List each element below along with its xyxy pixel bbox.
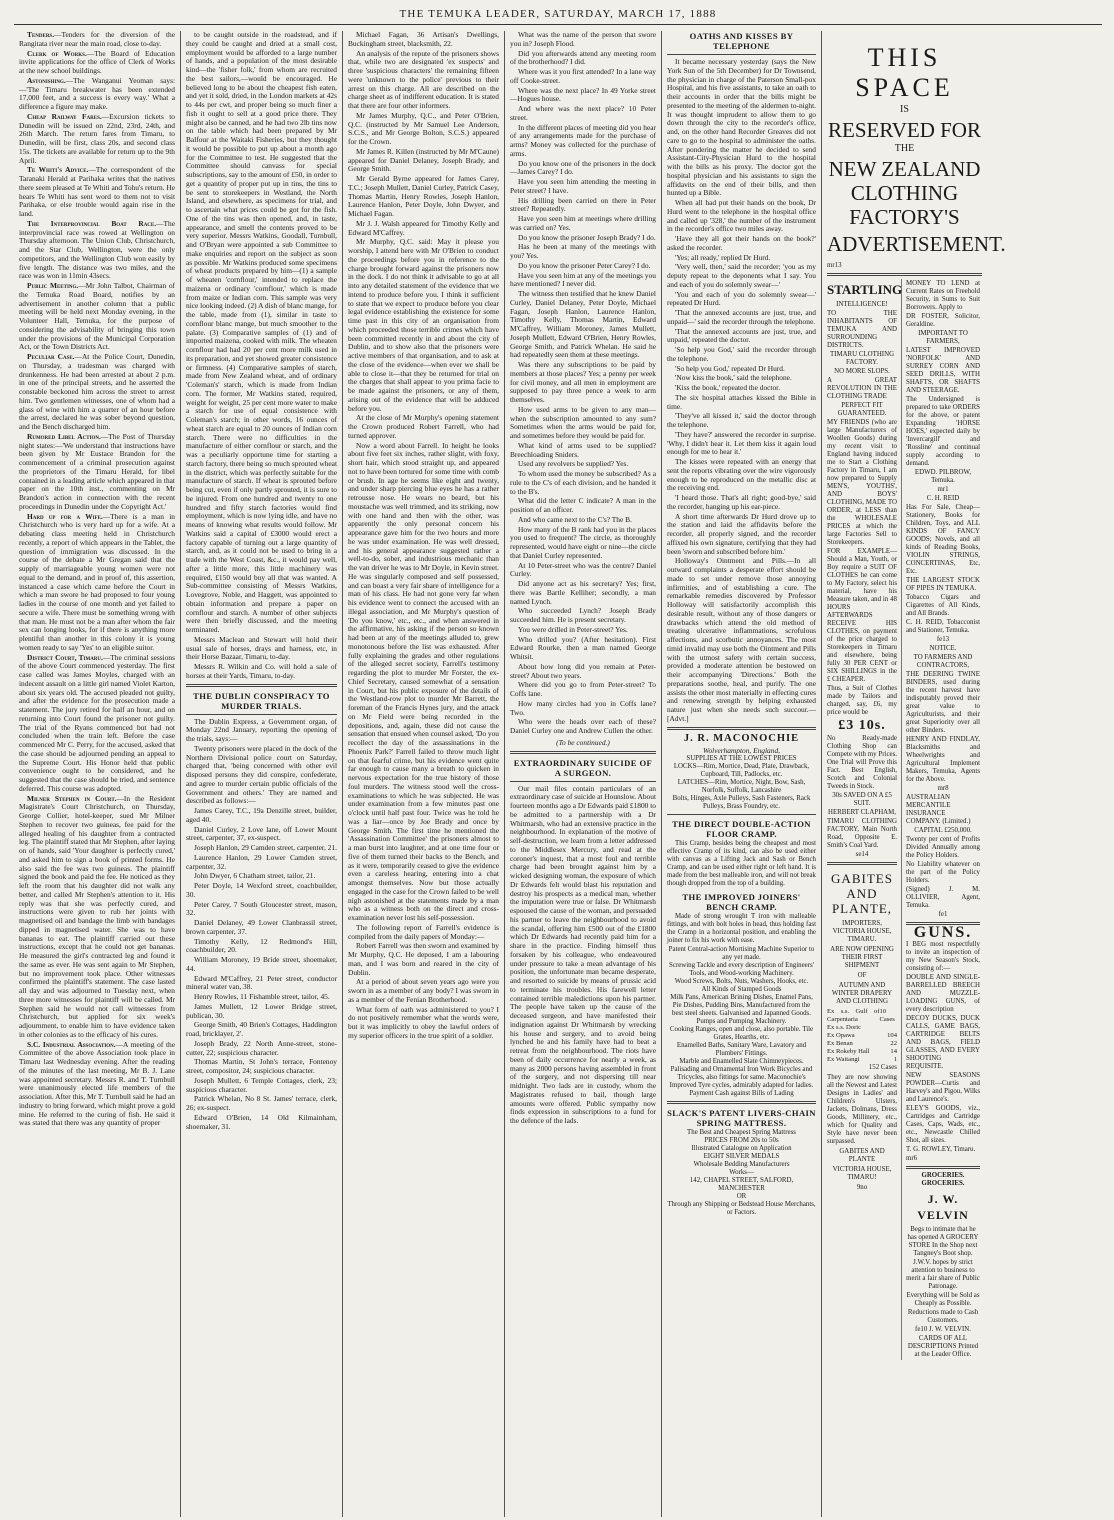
evidence-paragraph: Where was the next place? In 49 Yorke street—Hogues house. <box>510 85 656 104</box>
reserved-space-company: NEW ZEALAND CLOTHING FACTORY'S <box>828 156 981 229</box>
maconochie-item: All Kinds of Stamped Goods <box>701 986 782 994</box>
small-advert-line: HENRY AND FINDLAY, Blacksmiths and Wheelwrights and Agricultural Implement Makers, Temuka, Agents for the Above. <box>906 735 980 783</box>
guns-line: mr6 <box>906 1154 918 1162</box>
paragraph-text: —The correspondent of the Taranaki Herald at Parihaka writes that the natives there seem pleased at Te Whiti and Tohu's return. He hears Te Whiti has sent word to them not to visit Parihaka, or else trouble would again rise in the land. <box>19 165 175 218</box>
gabites-footer: They are now showing all the Newest and Latest Designs in Ladies' and Children's Ulsters, Jackets, Dolmans, Dress Goods, Millinery, etc., which for Quality and Style have never been surpassed. <box>827 1073 897 1145</box>
shipment-row <box>827 1032 897 1040</box>
reserved-space-title: THIS SPACE <box>855 43 954 102</box>
holloway-advert: Holloway's Ointment and Pills.—In all outward complaints a desperate effort should be made to set under remove those annoying infirmities, and of establishing a cure. The remarkable remedies discovered by Professor Holloway will satisfactorily accomplish this desirable result, without any of those dangers or drawbacks which attend the old method of treating ulcerative inflammations, scrofulous affections, and scorbutic annoyances. The most timid invalid may use both the Ointment and Pills with the utmost safety with certain success, provided a moderate attention be bestowed on their accompanying 'Directions.' Both the preparations soothe, heal, and purify. The one assists the other most materially in effecting cures and renewing strength by helping exhausted nature just when she needs such succour.—[Advt.] <box>667 556 816 723</box>
shipment-count: 104 <box>887 1031 897 1039</box>
shipment-ship: Ex s.s. Doric <box>827 1023 862 1031</box>
small-advert-line: CAPITAL £250,000. <box>914 826 972 834</box>
slack-line: PRICES FROM 20s to 50s <box>704 1137 779 1145</box>
to-be-continued: (To be continued.) <box>556 737 610 747</box>
guns-line: T. G. ROWLEY, Timaru. <box>906 1145 976 1153</box>
maconochie-item: Palisading and Ornamental Iron Work Bicycles and Tricycles, also fittings for same. Maconochie's Improved Tyre cycles, admirably adapted for ladies. <box>669 1066 814 1090</box>
small-advert-line: mr1 <box>937 485 949 493</box>
divider <box>186 684 337 687</box>
evidence-paragraph: About how long did you remain at Peter-street? About two years. <box>510 661 656 680</box>
evidence-paragraph: Do you know the prisoner Joseph Brady? I do. <box>518 232 656 242</box>
news-paragraph <box>19 654 175 794</box>
groceries-heading: GROCERIES. GROCERIES. <box>921 1171 965 1187</box>
dublin-paragraph: Henry Rowles, 11 Fishamble street, tailor, 45. <box>194 992 330 1001</box>
guns-line: I BEG most respectfully to invite an inspection of my New Season's Stock, consisting of:— <box>906 940 980 972</box>
news-paragraph <box>19 282 175 352</box>
divider <box>667 54 816 55</box>
velvin-line: CARDS OF ALL DESCRIPTIONS Printed at the Leader Office. <box>907 1334 979 1358</box>
paragraph-text: —A meeting of the Committee of the above Association took place in Timaru last Wednesday evening. After the reading of the minutes of the last meeting, Mr B. J. Lane was appointed secretary. Messrs R. and T. Turnbull were unanimously elected life members of the association. After this, Mr T. Turnbull said he had an industry to bring forward, which might prove a gold mine. He referred to the curing of fish. He said it was stated that there was any quantity of proper <box>19 1039 175 1128</box>
column-2 <box>181 31 343 1517</box>
paragraph-text: —The criminal sessions of the above Court commenced yesterday. The first case called was James Moyles, charged with an indecent assault on a little girl named Violet Karton, about six years old. The accused pleaded not guilty, and after the evidence for the prosecution made a statement. The jury retired for half an hour, and on returning into Court found the prisoner not guilty. The trial of the Ryans commenced but had not concluded when the train left. Before the case commenced Mr C. Perry, for the accused, asked that the case should be adjourned pending an appeal to the Supreme Court. His Honor held that public convenience ought to be considered, and he suggested that the case should be tried, and sentence deferred. This course was adopted. <box>19 652 175 793</box>
clothing-factory-line: se14 <box>855 850 869 858</box>
oath-paragraph: 'Now kiss the book,' said the telephone. <box>675 373 792 383</box>
oath-paragraph: 'So help you God,' said the recorder through the telephone. <box>667 345 816 363</box>
evidence-paragraph: Where did you go to from Peter-street? To Coffs lane. <box>510 680 656 698</box>
oath-paragraph: 'Very well, then,' said the recorder; 'you as my deputy repeat to the deponents what I say. You and each of you do solemnly swear—' <box>667 262 816 289</box>
gabites-footer: 9no <box>856 1183 868 1191</box>
small-adverts <box>902 279 980 1360</box>
reserved-space-for: RESERVED FOR <box>828 117 981 142</box>
paragraph-text: —Excursion tickets to Dunedin will be issued on 22nd, 23rd, 24th, and 26th March. The return fares from Timaru, to Dunedin, will be first, class 20s, and second class 15s. The tickets are available for return up to the 9th April. <box>19 111 175 165</box>
news-paragraph <box>19 1041 175 1129</box>
evidence-paragraph: Who succeeded Lynch? Joseph Brady succeeded him. He is present secretary. <box>510 606 656 624</box>
velvin-line: Reductions made to Cash Customers. <box>907 1308 979 1324</box>
gabites-footer: VICTORIA HOUSE, TIMARU! <box>832 1165 892 1181</box>
divider <box>667 1101 816 1104</box>
dublin-paragraph: Joseph Brady, 22 North Anne-street, stone-cutter, 22; suspicious character. <box>186 1038 337 1057</box>
shipment-ship: Ex s.s. Gulf of Carpentaria <box>827 1007 880 1023</box>
small-advert-line: THE LARGEST STOCK OF PIPES IN TEMUKA. <box>906 576 980 592</box>
paragraph-head: Hard up for a Wife. <box>27 511 103 521</box>
trial-paragraph: Robert Farrell was then sworn and examined by Mr Murphy, Q.C. He deposed, I am a labouring man, and I was born and reared in the city of Dublin. <box>348 941 499 977</box>
small-adverts-list <box>906 280 980 1359</box>
guns-heading: GUNS. <box>913 923 973 941</box>
evidence-paragraph: Did anyone act as his secretary? Yes; first, there was Bartle Kelliher; secondly, a man named Lynch. <box>510 579 656 606</box>
maconochie-item: Payment Cash against Bills of Lading <box>689 1090 794 1098</box>
divider <box>906 1166 980 1169</box>
shipment-row <box>827 1008 897 1024</box>
evidence-paragraph: Used any revolvers be supplied? Yes. <box>518 459 629 469</box>
paragraph-head: The Interprovincial Boat Race. <box>27 218 157 228</box>
small-advert-line: No Liability whatever on the part of the Policy Holders. <box>906 860 980 884</box>
maconochie-item: Milk Pans, American Brining Dishes, Enamel Pans, Pie Dishes, Pudding Bins, Manufactured from the best steel sheets. Galvanised and Japanned Goods. <box>670 994 813 1018</box>
small-advert-line: fe13 <box>936 635 950 643</box>
suicide-heading: EXTRAORDINARY SUICIDE OF A SURGEON. <box>513 757 653 778</box>
slack-heading: SLACK'S PATENT LIVERS-CHAIN SPRING MATTRESS. <box>667 1108 816 1129</box>
evidence-paragraph: His drilling been carried on there in Peter street? Repeatedly. <box>510 195 656 214</box>
evidence-paragraph: Who drilled you? (After hesitation). First Edward Rourke, then a man named George Whitsit. <box>510 634 656 661</box>
paragraph-text: —The Board of Education invite applications for the office of Clerk of Works at the new school buildings. <box>19 48 175 75</box>
intelligence-heading: INTELLIGENCE! <box>836 300 888 308</box>
small-advert-line: Twenty per cent of Profits Divided Annually among the Policy Holders. <box>906 835 980 859</box>
small-advert-line: mr8 <box>937 784 949 792</box>
slack-line: Wholesale Bedding Manufacturers <box>693 1161 790 1169</box>
slack-line: Through any Shipping or Bedstead House Merchants, or Factors. <box>667 1201 816 1217</box>
trial-paragraph: At the close of Mr Murphy's opening statement the Crown produced Robert Farrell, who had turned approver. <box>348 413 499 440</box>
reserved-space-is: IS <box>900 104 909 115</box>
dublin-paragraph: James Carey, T.C., 19a Denzille street, builder, aged 40. <box>186 806 337 824</box>
velvin-line: Everything will be Sold as Cheaply as Possible. <box>906 1291 980 1307</box>
clothing-factory-line: MY FRIENDS (who are large Manufacturers of Woollen Goods) during my recent visit to England having induced me to Start a Clothing Factory in Timaru, I am now prepared to Supply MEN'S, YOUTHS', AND BOYS' CLOTHING, MADE TO ORDER, at LESS than the WHOLESALE PRICES at which the large Factories Sell to Storekeepers. <box>827 418 897 546</box>
bench-cramp-text: Made of strong wrought T iron with malleable fittings, and with bolt holes in head, thus holding fast the Cramp in a horizontal position, and enabling the joiner to fix his work with ease. <box>667 913 816 945</box>
small-advert-line: Tobacco Cigars and Cigarettes of All Kinds, and All Brands. <box>906 593 980 617</box>
oath-paragraph: 'I heard those. That's all right; good-bye,' said the recorder, hanging up his ear-piece. <box>667 493 816 511</box>
guns-line: DOUBLE AND SINGLE-BARRELLED BREECH AND MUZZLE-LOADING GUNS, of every description <box>906 973 980 1013</box>
shipment-ship: Ex Waitangi <box>827 1055 860 1063</box>
evidence-paragraph: Do you know one of the prisoners in the dock—James Carey? I do. <box>510 158 656 177</box>
paragraph-head: Rumored Libel Action. <box>27 431 101 441</box>
trial-paragraph: At a period of about seven years ago were you sworn in as a member of any body? I was sworn in as a member of the Fenian Brotherhood. <box>348 977 499 1004</box>
slack-line: Illustrated Catalogue on Application <box>691 1145 792 1153</box>
evidence-paragraph: What was the name of the person that swore you in? Joseph Flood. <box>510 30 656 48</box>
paragraph-text: —In the Resident Magistrate's Court Christchurch, on Thursday, George Collier, hotel-keeper, sued Mr Milner Stephen to recover two guineas, fee paid for the alleged healing of his daughter from a contracted leg. The plaintiff stated that Mr Stephen, after laying on of hands, said 'Your daughter is perfectly cured,' and asked him to sign a book of printed forms. He also said the fee was two guineas. The plaintiff signed the book and paid the fee. He noticed as they left the room that his daughter did not walk any better, and called Mr Stephen's attention to it. His reply was that she was perfectly cured, and instructions were given to rub her joints with magnetised oil and bandage the limb with bandages dipped in magnetised water. She was to have bananas to eat. The plaintiff carried out these instructions, except that he could not get bananas. He measured the girl's contracted leg and found it the same as ever. He was sent again to Mr Stephen, but no improvement took place. Other witnesses confirmed the plaintiff's statement. The case lasted all day and was adjourned to Tuesday next, when three more witnesses for plaintiff will be called. Mr Stephen said he would not call witnesses from Christchurch, but applied for six week's adjournment, to enable him to have evidence taken in other colonies as to the efficacy of his cures. <box>19 793 175 1039</box>
column-5 <box>662 31 822 1517</box>
evidence-paragraph: And where was the next place? 10 Peter street. <box>510 104 656 122</box>
maconochie-item: Wood Screws, Bolts, Nuts, Washers, Hooks, etc. <box>674 978 809 986</box>
dublin-paragraph: Edward M'Caffrey, 21 Peter street, conductor mineral water van, 38. <box>186 973 337 992</box>
maconochie-item: Patent Central-action Mortising Machine Superior to any yet made. <box>668 946 815 962</box>
oath-paragraph: 'Kiss the book,' repeated the doctor. <box>675 383 781 392</box>
dublin-paragraph: Peter Carey, 7 South Gloucester street, mason, 32. <box>186 899 337 918</box>
maconochie-name: J. R. MACONOCHIE <box>683 732 800 744</box>
small-advert-line: THE DEERING TWINE BINDERS, used during the recent harvest have indisputably proved their great value to Agriculturists, and their great Superiority over all other Binders. <box>906 670 980 734</box>
oath-paragraph: 'You and each of you do solemnly swear—' repeated Dr Hurd. <box>667 289 816 308</box>
evidence-paragraph: You were drilled in Peter-street? Yes. <box>518 624 628 634</box>
dublin-paragraph: Joseph Mullett, 6 Temple Cottages, clerk, 23; suspicious character. <box>186 1075 337 1094</box>
evidence-paragraph: Has he been at many of the meetings with you? Yes. <box>510 242 656 260</box>
paragraph-head: Peculiar Case. <box>27 352 75 361</box>
oath-paragraph: The six hospital attaches kissed the Bible in time. <box>667 392 816 411</box>
reserved-space-ref: mr13 <box>827 261 842 269</box>
advert-subcolumns <box>827 279 982 1360</box>
evidence-paragraph: What kind of arms used to be supplied? Breechloading Sniders. <box>510 440 656 459</box>
news-paragraph <box>19 31 175 49</box>
clothing-factory-line: FOR EXAMPLE—Should a Man, Youth, or Boy require a SUIT OF CLOTHES he can come to My Factory, select his material, have his Measure taken, and in 48 HOURS AFTERWARDS RECEIVE HIS CLOTHES, on payment of the price charged to Storekeepers in Timaru and elsewhere, being fully 30 PER CENT or SIX SHILLINGS in the £ CHEAPER. <box>827 547 897 683</box>
trial-paragraph: Mr Murphy, Q.C. said: May it please you worship, I attend here with Mr O'Brien to conduct the proceedings before you in reference to the charge brought forward against the prisoners now in the dock. I do not think it advisable to go at all into any detailed statement of the evidence that we intend to produce before you. I think it sufficient to state that we expect to produce before you clear legal evidence establishing the existence for some time past in this city of an organisation from which proceeded those terrible crimes which have been committed recently in and about the city of Dublin, and to show also that the prisoners were active members of that organisation, and to ask at the close of the evidence—when ever we shall be able to close it—that they be returned for trial on the charges that shall appear to you prima facie to be made against the prisoners, or any of them, arising out of the evidence that will be adduced before you. <box>348 237 499 413</box>
dublin-paragraph: William Moroney, 19 Bride street, shoemaker, 44. <box>186 955 337 973</box>
paragraph-head: District Court, Timaru. <box>27 652 103 662</box>
dublin-paragraph: Patrick Whelan, No 8 St. James' terrace, clerk, 26; ex-suspect. <box>186 1094 337 1112</box>
paragraph-head: Tenders. <box>27 30 55 39</box>
velvin-heading: J. W. VELVIN <box>917 1191 969 1222</box>
shipment-row <box>827 1024 897 1032</box>
slack-line: The Best and Cheapest Spring Mattress <box>687 1129 796 1137</box>
paragraph-text: —There is a man in Christchurch who is very hard up for a wife. At a debating class meeting held in Christchurch recently, a report of which appears in the Tablet, the question of immigration was discussed. In the course of the debate a Mr Gregan said that the supply of marriageable young women were not equal to the demand, and in proof of, this assertion, instanced a case which came before the Court in which a man swore he had proposed to four young ladies in the course of one month and yet failed to secure a wife. There must be something wrong with that man. He must not be a man after whom the fair sex can longing looks, for if there is anything more plentiful than another in this colony it is young women ready to say 'Yes' to an eligible suitor. <box>19 511 175 652</box>
dublin-paragraph: Laurence Hanlon, 29 Lower Camden street, carpenter, 32. <box>186 852 337 871</box>
paragraph-head: Te Whiti's Advice. <box>27 165 89 175</box>
paragraph-text: —At the Police Court, Dunedin, on Thursday, a tradesman was charged with drunkenness. He had been arrested at about 2 p.m. in one of the principal streets, and he asserted the constable beckoned him across the street to arrest him. Two gentlemen witnesses, one of whom had a glass of wine with him a quarter of an hour before the arrest, declared he was sober beyond question, and the Bench discharged him. <box>19 352 176 431</box>
evidence-paragraph: How used arms to be given to any man—when the subscription amounted to any sum? Sometimes when the arms would be paid for, and sometimes before they would be paid for. <box>510 404 656 440</box>
oath-paragraph: 'Yes; all ready,' replied Dr Hurd. <box>675 252 771 262</box>
trial-paragraph: Now a word about Farrell. In height he looks about five feet six inches, rather slight, with foxy, short hair, which stood straight up, and appeared not to have been tortured for some time with comb or brush. In age he seems like eight and twenty, and under sharp piercing blue eyes he has a rather retrousse nose. He wears no beard, but his moustache was well trimmed, and its striking, now with one hand and then with the other, was apparently the only personal concern his appearance gave him for the two hours and more he was under examination. He was well dressed, and his general appearance suggested rather a well-to-do, sober, and industrious mechanic than the van driver he was to Mr Doyle, in Kevin street. He was singularly composed and self possessed, and can boast a very fair share of intelligence for a man of his class. He had not gone very far when his evidence went to connect the accused with an illegal association, and Mr Murphy's question of 'Do you know,' etc., etc., and when answered in the affirmative, his asking if the person so known had been at any of the meetings alluded to, grew monotonous before the list was exhausted. After fully explaining the grades and other regulations of the alleged secret society, Farrell's testimony regarding the plot to murder Mr Forster, the ex-Chief Secretary, caused somewhat of a sensation in Court, but his public exposure of the details of the Westland-row plot to murder Mr Barrett, the foreman of the Francis Hynes jury, and the attack on Mr Field were being recorded in the depositions, and, again, these did not cause the sensation that ensued when counsel asked, 'Do you recollect the day of the assassinations in the Phoenix Park?' Farrell failed to throw much light on that fearful crime, but his evidence went quite far enough to cause many a breath to quicken in nervous expectation for the true history of those foul murders. The witness stood well the cross-examinations to which he was subjected. He was under examination from a few minutes past one o'clock until half past four. Twice was he told he was a liar—once by Joe Brady and once by George Smith. The first time he mentioned the 'Assassination Committee' the prisoners almost to a man burst into laughter, and at one time four or five of them turned their backs to the Bench, and as it were, temporarily ceased to give the evidence even a careless hearing, entering into a chat amongst themselves. Now but those actually engaged in the case for the Crown failed to be well nigh astonished at the statements made by a man who as a witness both on the direct and cross-examination never lost his self-possession. <box>348 440 499 922</box>
evidence-paragraph: The witness then testified that he knew Daniel Curley, Daniel Delaney, Peter Doyle, Michael Fagan, Joseph Hanlon, Laurence Hanlon, Timothy Kelly, Thomas Martin, Edward M'Caffrey, William Moroney, James Mullett, Joseph Mullett, Edward O'Brien, Henry Rowles, George Smith, and Patrick Whelan. He said he had repeatedly seen them at these meetings. <box>510 289 656 360</box>
maconochie-item: Marble and Enamelled Slate Chimneypieces. <box>679 1058 804 1066</box>
column-3 <box>343 31 505 1517</box>
maconochie-advert <box>667 755 816 811</box>
column-6 <box>822 31 1006 1517</box>
paragraph-text: —The Wanganui Yeoman says:—'The Timaru breakwater has been extended 17,000 feet, and a success is every way.' What a difference a figure may make. <box>19 75 175 111</box>
reserved-space-the: THE <box>894 142 915 154</box>
news-paragraph <box>19 166 175 219</box>
paragraph-head: Astonishing. <box>27 75 66 85</box>
small-advert-line: MONEY TO LEND at Current Rates on Freehold Security, in Sums to Suit Borrowers. Apply to <box>906 279 980 311</box>
clothing-factory-line: A GREAT REVOLUTION IN THE CLOTHING TRADE <box>827 376 897 400</box>
gabites-footer: GABITES AND PLANTE <box>839 1147 885 1163</box>
oath-paragraph: It became necessary yesterday (says the New York Sun of the 5th December) for Dr Townsend, the physician in charge of the Paterson Small-pox Hospital, and his five assistants, to take an oath to their accounts in order that the bills might be presented to the meeting of the aldermen to-night. It was thought imprudent to allow them to go down through the city to the recorder's office, and, on the other hand Recorder Greaves did not care to go to the hospital to administer the oaths. After pondering the matter he decided to send Assistant-City-Physician Hurd to the hospital with the bills as his proxy. The doctor got the hospital physician and his assistants to sign the affidavits on the end of their bills, and then hunted up a Bible. <box>667 57 816 198</box>
small-advert-line: LATEST IMPROVED 'NORFOLK' AND SURREY CORN AND SEED DRILLS, WITH SHAFTS, OR SHAFTS AND STEERAGE. <box>906 346 980 394</box>
news-paragraph <box>19 353 175 432</box>
paragraph-head: Public Meeting. <box>27 281 79 290</box>
trial-paragraph: Mr James Murphy, Q.C., and Peter O'Brien, Q.C. (instructed by Mr Samuel Lee Anderson, S.C.S., and Mr George Bolton, S.C.S.) appeared for the Crown. <box>348 110 499 146</box>
divider <box>510 781 656 782</box>
dublin-paragraph: John Dwyer, 6 Chatham street, tailor, 21. <box>194 871 316 881</box>
clothing-factory-line: Thus, a Suit of Clothes made by Tailors and charged, say, £6, my price would be <box>827 684 897 716</box>
oath-paragraph: A short time afterwards Dr Hurd drove up to the station and laid the affidavits before the recorder, all properly signed, and the recorder affixed his own signature, certifying that they had been 'sworn and subscribed before him.' <box>667 511 816 556</box>
small-advert-line: C. H. REID, Tobacconist and Stationer, Temuka. <box>906 618 980 634</box>
fish-paragraph: to be caught outside in the roadstead, and if they could be caught and dried at a small cost, employment would be afforded to a large number of hands, and a population of the most desirable kind—the 'fisher folk,' from whom are recruited the best sailors,—would be encouraged. He believed long to be about the cheapest fish eaten, and yet it sold, dried, in the London markets at 42s to 44s per cwt, and proper being so much finer a fish it ought to sell at a good price there. They might also be canned, and he had two 2lb tins now on the table which had been prepared by Mr Balfour at the Waitaki Fisheries, but they thought it would be possible to put up about a month ago for the Committee to test. He suggested that the Committee should canvass for special subscriptions, say to the amount of £50, in order to get a quantity of proper put up in tins, the tins to be sent to storekeepers in Westland, the North Island, and elsewhere, as specimens for trial, and to ascertain what prices could be got for the fish. One of the tins was then opened, and, in taste, appearance, and smell the contents proved to be very superior. Messrs Watkins, Goodall, Turnbull, and O'Bryan were appointed a sub Committee to make enquiries and report on the subject as soon as possible. Mr Watkins produced some specimens of wheat products prepared by him—(1) a sample of wheaten 'cornflour,' intended to replace the maizena or ordinary 'cornflour,' which is made from maize or Indian corn. This sample was very nice looking indeed. (2) A dish of blanc mange, for the table, made from (1), similar in taste to cornflour blanc mange, but much smoother to the palate. (3) Comparative samples of (1) and of imported maizena, cooked with milk. The wheaten cornflour had had 20 per cent more milk used in its preparation, and yet showed greater consistence or firmness. (4) Comparative samples of starch, made from New Zealand wheat, and of ordinary 'Coleman's' starch, which is made from Indian corn. The former, Mr Watkins stated, required, weight for weight, 25 per cent more water to make a starch for use of equal consistence with Coleman's starch; in other words, 16 ounces of wheat starch are equal to 20 ounces of Indian corn starch. There were no difficulties in the manufacture of either cornflour or starch, and the was a peculiarly opportune time for starting a starch factory, there being so much sprouted wheat in the district, which was perfectly suitable for the manufacture of starch. If wheat is sprouted before being cut, even if only partly sprouted, it is sure to be injured. From one hundred and twenty to one hundred and fifty starch factories would find employment, which is now lying idle, and have no means of knowing what results would follow. Mr Watkins said a capital of £3000 would erect a factory capable of turning out a large quantity of starch, and, as it could not be used to bring in a trade with the West Coast, &c., it would pay well, after a little more, this little machinery was required, £150 would buy all that was wanted. A Sub-committee consisting of Messrs Watkins, Lovegrove, Noble, and Haggett, was appointed to obtain information and prepare a paper on cornflour and starch. A number of other subjects were then briefly discussed, and the meeting terminated. <box>186 30 337 634</box>
clothing-factory-line: TO THE INHABITANTS OF TEMUKA AND SURROUNDING DISTRICTS. <box>827 309 897 349</box>
trial-paragraph: Mr J. J. Walsh appeared for Timothy Kelly and Edward M'Caffrey. <box>348 218 499 237</box>
maconochie-item: Enamelled Baths, Sanitary Ware, Lavatory and Plumbers' Fittings. <box>676 1042 807 1058</box>
evidence-paragraph: And who came next to the C's? The B. <box>518 514 632 524</box>
evidence-paragraph: Have you seen him at meetings where drilling was carried on? Yes. <box>510 214 656 232</box>
divider <box>667 814 816 815</box>
paragraph-text: —The interprovincial race was rowed at Wellington on Thursday afternoon. The Union Club, Christchurch, and the Star Club, Wellington, were the only competitors, and the Wellington Club won easily by five length. The distance was two miles, and the race was won in 11min 43secs. <box>19 218 175 281</box>
farrell-evidence <box>510 31 656 736</box>
shipment-row <box>827 1056 897 1064</box>
cramp-heading: THE DIRECT DOUBLE-ACTION FLOOR CRAMP. <box>672 819 811 840</box>
slack-line: EIGHT SILVER MEDALS <box>703 1153 780 1161</box>
maconochie-address: Wolverhampton, England, <box>703 745 780 755</box>
small-advert-line: The Undersigned is prepared to take ORDERS for the above, or patent Expanding 'HORSE HOES,' expected daily by 'Invercargill' and 'Rossline' and continual supply according to demand. <box>906 395 980 467</box>
velvin-line: fe10 J. W. VELVIN. <box>915 1325 971 1333</box>
slack-line: Works— <box>729 1169 754 1177</box>
paragraph-text: —Tenders for the diversion of the Rangitata river near the main road, close to-day. <box>19 30 175 48</box>
maconochie-item: Pumps and Pumping Machinery. <box>696 1018 787 1026</box>
evidence-paragraph: Who were the heads over each of these? Daniel Curley one and Andrew Cullen the other. <box>510 717 656 735</box>
guns-line: DECOY DUCKS, DUCK CALLS, GAME BAGS, CARTRIDGE BELTS AND BAGS, FIELD GLASSES, AND EVERY SHOOTING REQUISITE. <box>906 1014 980 1070</box>
masthead: THE TEMUKA LEADER, SATURDAY, MARCH 17, 1888 <box>14 8 1102 25</box>
clothing-factory-line: NO MORE SLOPS. <box>834 367 890 375</box>
trial-paragraph: Mr James R. Killen (instructed by Mr M'Caune) appeared for Daniel Delaney, Joseph Brady, and George Smith. <box>348 146 499 174</box>
oath-article <box>667 58 816 556</box>
small-advert-line: C. H. REID <box>926 494 960 502</box>
startling-heading: STARTLING <box>827 281 903 297</box>
evidence-paragraph: Do you know the prisoner Peter Carey? I do. <box>518 260 651 270</box>
maconochie-item: Cooking Ranges, open and close, also portable. Tile Grates, Hearths, etc. <box>669 1026 814 1042</box>
slack-line: 142, CHAPEL STREET, SALFORD, MANCHESTER <box>689 1177 794 1193</box>
clothing-factory-line: No Ready-made Clothing Shop can Compete with my Prices. One Trial will Prove this Fact. Best English, Scotch and Colonial Tweeds in Stock. <box>827 734 897 790</box>
columns <box>14 31 1102 1517</box>
trial-paragraph: The following report of Farrell's evidence is compiled from the daily papers of Monday:— <box>348 922 499 941</box>
velvin-line: Begs to intimate that he has opened A GROCERY STORE In the Shop next Tangney's Boot shop. <box>907 1225 979 1257</box>
column-4 <box>505 31 662 1517</box>
shipment-count: 1 <box>893 1055 897 1063</box>
oath-paragraph: 'They have?' answered the recorder in surprise. 'Why, I didn't hear it. Let them kiss it again loud enough for me to hear it.' <box>667 429 816 457</box>
clothing-factory-line: 30s SAVED ON A £5 SUIT. <box>832 791 892 807</box>
clothing-factory-line: HERBERT CLAPHAM, <box>828 808 896 816</box>
guns-line: NEW SEASONS POWDER—Curtis and Harvey's and Pigou, Wilks and Laurence's. <box>906 1071 980 1103</box>
trial-paragraph: Mr Gerald Byrne appeared for James Carey, T.C.; Joseph Mullett, Daniel Curley, Patrick Casey, Thomas Martin, Henry Rowles, Joseph Hanlon, Laurence Hanlon, Peter Doyle, John Dwyer, and Michael Fagan. <box>348 174 500 218</box>
clothing-factory-line: PERFECT FIT GUARANTEED. <box>837 401 887 417</box>
paragraph-text: —The Post of Thursday night states:—'We understand that instructions have been given by Mr Eustace Brandon for the commencement of a criminal prosecution against the proprietors of the Timaru Herald, for libel contained in a leading article which appeared in that paper on the 10th inst., commenting on Mr Brandon's action in connection with the recent proceedings in Dunedin under the Copyright Act.' <box>19 431 175 511</box>
paragraph-text: —Mr John Talbot, Chairman of the Temuka Road Board, notifies by an advertisement in another column that a public meeting will be held next Monday evening, in the Volunteer Hall, Temuka, for the purpose of considering the advisability of bringing this town under the provisions of the Municipal Corporation Act, or the Town Districts Act. <box>19 281 175 352</box>
small-advert-line: TO FARMERS AND CONTRACTORS, <box>913 653 973 669</box>
evidence-paragraph: How many of the B rank had you in the places you used to frequent? The circle, as thoroughly represented, would have eight or nine—the circle that Daniel Curley represented. <box>510 524 656 560</box>
sale-notice: Messrs Maclean and Stewart will hold their usual sale of horses, drays and harness, etc, in their Horse Bazaar, Timaru, to-day. <box>186 634 337 662</box>
shipment-ship: Ex Benan <box>827 1039 853 1047</box>
small-advert-line: fe1 <box>938 910 948 918</box>
reserved-space-advertisement: ADVERTISEMENT. <box>827 231 1006 256</box>
paragraph-head: S.C. Industrial Association. <box>27 1039 116 1049</box>
maconochie-line: LATCHES—Rim, Mortice, Night, Bow, Sash, Norfolk, Suffolk, Lancashire <box>677 779 806 795</box>
trial-paragraph: Michael Fagan, 36 Artisan's Dwellings, Buckingham street, blacksmith, 22. <box>348 30 499 48</box>
small-advert-line: IMPORTANT TO FARMERS, <box>918 329 968 345</box>
gabites-line: IMPORTERS, VICTORIA HOUSE, TIMARU. <box>832 919 892 943</box>
evidence-paragraph: Did you afterwards attend any meeting room of the brotherhood? I did. <box>510 48 656 67</box>
small-advert-line: DR FOSTER, Solicitor, Geraldine. <box>906 312 980 328</box>
dublin-paragraph: Edward O'Brien, 14 Old Kilmainham, shoemaker, 31. <box>186 1112 337 1131</box>
news-paragraph <box>19 50 175 76</box>
dublin-paragraph: Joseph Hanlon, 29 Camden street, carpenter, 21. <box>194 843 337 852</box>
evidence-paragraph: Was there any subscriptions to be paid by members at those places? Yes; a penny per week for civil money, and all men in employment are supposed to pay three pence a week to arm themselves. <box>510 360 656 404</box>
news-paragraph <box>19 113 175 166</box>
news-paragraph <box>19 433 175 512</box>
slack-line: OR <box>736 1193 747 1201</box>
dublin-heading: THE DUBLIN CONSPIRACY TO MURDER TRIALS. <box>193 690 330 711</box>
dublin-paragraph: James Mullett, 12 Lower Bridge street, publican, 30. <box>186 1001 337 1020</box>
news-paragraph <box>19 77 175 112</box>
dublin-paragraph: Peter Doyle, 14 Wexford street, coachbuilder, 30. <box>186 881 337 899</box>
maconochie-line: Bolts, Hinges, Axle Pulleys, Sash Fasteners, Rack Pulleys, Brass Foundry, etc. <box>672 795 811 811</box>
paragraph-head: Clerk of Works. <box>27 48 87 58</box>
small-advert-line: Has For Sale, Cheap— Stationery, Books for Children, Toys, and ALL KINDS OF FANCY GOODS; Novels, and all kinds of Reading Books, VIOLIN STRINGS, CONCERTINAS, Etc, Etc. <box>906 503 980 575</box>
small-advert-line: AUSTRALIAN MERCANTILE INSURANCE COMPANY. (Limited.) <box>906 793 971 825</box>
divider <box>827 273 982 276</box>
oath-paragraph: The kisses were repeated with an energy that sent the reports vibrating over the wire vigorously enough to be reproduced on the metallic disc at the receiving end. <box>667 457 816 493</box>
clothing-factory-advert <box>827 279 902 1360</box>
small-advert-line: EDWD. PILBROW, Temuka. <box>914 468 972 484</box>
paragraph-head: Cheap Railway Fares. <box>27 111 102 121</box>
gabites-line: AUTUMN AND WINTER DRAPERY AND CLOTHING <box>831 981 893 1005</box>
dublin-paragraph: Thomas Martin, St John's terrace, Fontenoy street, compositor, 24; suspicious character. <box>186 1057 337 1075</box>
shipment-ship: Ex Rokeby Hall <box>827 1047 870 1055</box>
gabites-line: ARE NOW OPENING THEIR FIRST SHIPMENT <box>830 945 894 969</box>
dublin-paragraph: George Smith, 40 Brien's Cottages, Haddington road, bricklayer, 2'. <box>186 1020 337 1038</box>
oath-paragraph: 'So help you God,' repeated Dr Hurd. <box>675 363 785 373</box>
shipment-total: 152 Cases <box>868 1063 897 1071</box>
sale-notice: Messrs R. Wilkin and Co. will hold a sale of horses at their Yards, Timaru, to-day. <box>186 662 337 680</box>
dublin-paragraph: Daniel Curley, 2 Love lane, off Lower Mount street, carpenter, 37, ex-suspect. <box>186 824 337 843</box>
oath-paragraph: 'Have they all got their hands on the book?' asked the recorder. <box>667 234 816 252</box>
gabites-heading: GABITES AND PLANTE, <box>831 870 893 916</box>
evidence-paragraph: How many circles had you in Coffs lane? Two. <box>510 698 656 717</box>
slack-advert <box>667 1129 816 1217</box>
maconochie-line: SUPPLIES AT THE LOWEST PRICES <box>686 755 797 763</box>
divider <box>827 862 897 865</box>
maconochie-line: LOCKS—Rim, Mortice, Dead, Plate, Drawback, Cupboard, Till, Padlocks, etc. <box>673 763 810 779</box>
shipment-count: 10 Cases <box>879 1007 895 1023</box>
suicide-article: Our mail files contain particulars of an extraordinary case of suicide at Hounslow. About fourteen months ago a Dr Edwards paid £1800 to be admitted to a partnership with a Dr Whitmarsh, who had an extensive practice in the neighbourhood. In explanation of the motive of self-destruction, we learn from a letter addressed to the Middlesex Mercury, and read at the coroner's inquest, that a most foul and terrible charge had been brought against him by a wicked designing woman, the exposure of which Dr Edwards felt would blast his reputation and destroy his prospects as a medical man, whether the imputation were true or false. Dr Whitmarsh espoused the cause of the woman, and persuaded his partner to leave the neighbourhood to avoid the scandal, offering him £500 out of the £1800 which Dr Edwards had recently paid him for a share in the practice. Finding himself thus forsaken by his colleague, who endeavoured under pressure to take a mean advantage of his position, the unfortunate man became desperate, and resorted to suicide by means of prussic acid to terminate his troubles. His farewell letter contained terrible maledictions upon his partner. The people have taken up the cause of the deceased surgeon, and have manifested their indignation against Dr Whitmarsh by wrecking his house and surgery, and to avoid being lynched he and his family have had to beat a retreat from the neighbourhood. The riots have been of daily occurrence for nearly a week, as many as 2000 persons having assembled in front of the surgery, and not dispersing till near midnight. Two lads are in custody, whom the Magistrates refused to bail, though large amounts were offered. Public sympathy now finds expression in subscriptions to a fund for the defence of the lads. <box>510 783 656 1125</box>
clothing-factory-text <box>827 310 897 1192</box>
dublin-paragraph: Timothy Kelly, 12 Redmond's Hill, coachbuilder, 20. <box>186 936 337 955</box>
oath-paragraph: 'That the annexed accounts are just, true, and unpaid,' repeated the doctor. <box>667 326 816 345</box>
evidence-paragraph: Have you seen him attending the meeting in Peter street? I have. <box>510 177 656 195</box>
column-1 <box>14 31 181 1517</box>
small-advert-line: NOTICE. <box>929 644 957 652</box>
news-paragraph <box>19 795 175 1040</box>
evidence-paragraph: What did the letter C indicate? A man in the position of an officer. <box>510 496 656 514</box>
shipment-row <box>827 1040 897 1048</box>
oath-paragraph: 'They've all kissed it,' said the doctor through the telephone. <box>667 411 816 429</box>
cramp-text: This Cramp, besides being the cheapest and most effective Cramp of its kind, can also be used either with canvas as a Lifting Jack and Sash or Bench Cramp, and can be used either right or left hand. It is made from the best malleable iron, and will not break though dropped from the top of a building. <box>667 840 816 888</box>
dublin-paragraph: Twenty prisoners were placed in the dock of the Northern Divisional police court on Saturday, charged that, 'being concerned with other evil disposed persons they did conspire, confederate, and agree to murder certain public officials of the Government and others.' They are named and described as follows:— <box>186 743 337 806</box>
news-paragraph <box>19 513 175 653</box>
oath-paragraph: 'That the annexed accounts are just, true, and unpaid—' said the recorder through the telephone. <box>667 308 816 326</box>
evidence-paragraph: To whom used the money be subscribed? As a rule to the C's of each division, and he handed it to the B's. <box>510 469 656 496</box>
clothing-factory-line: TIMARU CLOTHING FACTORY, Main North Road, Opposite E. Smith's Coal Yard. <box>827 817 897 849</box>
oath-heading: OATHS AND KISSES BY TELEPHONE <box>689 31 794 51</box>
dublin-paragraph: Daniel Delaney, 49 Lower Clanbrassil street, brown carpenter, 37. <box>186 918 337 936</box>
evidence-paragraph: At 10 Peter-street who was the centre? Daniel Curley. <box>510 560 656 579</box>
dublin-paragraph: The Dublin Express, a Government organ, of Monday 22nd January, reporting the opening of the trials, says:— <box>186 716 337 743</box>
clothing-factory-line: TIMARU CLOTHING FACTORY. <box>829 350 895 366</box>
dublin-article <box>186 718 337 1132</box>
trial-paragraph: What form of oath was administered to you? I do not positively remember what the words were, but it was implicitly to obey the lawful orders of my superior officers in the true spirit of a soldier. <box>348 1004 499 1040</box>
oath-paragraph: When all had put their hands on the book, Dr Hurd went to the telephone in the hospital office and called up '328,' the number of the instrument in the recorder's office two miles away. <box>667 198 816 234</box>
bench-cramp-heading: THE IMPROVED JOINERS' BENCH CRAMP. <box>682 892 801 913</box>
gabites-line: OF <box>857 971 867 979</box>
news-paragraph <box>19 220 175 281</box>
maconochie-item: Screwing Tackle and every description of Engineers' Tools, and Wood-working Machinery. <box>669 962 814 978</box>
clothing-factory-line: £3 10s. <box>838 717 886 733</box>
evidence-paragraph: In the different places of meeting did you hear of any arrangements made for the purchase of arms? Money was collected for the purchase of arms. <box>510 122 656 158</box>
paragraph-head: Milner Stephen in Court. <box>27 793 117 803</box>
shipment-count: 22 <box>890 1039 897 1047</box>
shipment-ship: Ex Opawa <box>827 1031 855 1039</box>
shipment-count: 14 <box>890 1047 897 1055</box>
evidence-paragraph: Have you seen him at any of the meetings you have mentioned? I never did. <box>510 270 656 289</box>
divider <box>186 714 337 715</box>
shipment-row <box>827 1048 897 1056</box>
trial-paragraph: An analysis of the repute of the prisoners shows that, while two are designated 'ex suspects' and three 'suspicious characters' the remaining fifteen were 'unknown to the police' previous to their arrest on this charge. All are described on the charge sheet as of indifferent education. It is stated that there are four other informers. <box>348 48 499 110</box>
velvin-line: J.W.V. hopes by strict attention to business to merit a fair share of Public Patronage. <box>906 1258 980 1290</box>
guns-line: ELEY'S GOODS, viz., Cartridges and Cartridge Cases, Caps, Wads, etc., etc., Newcastle Chilled Shot, all sizes. <box>906 1104 980 1144</box>
divider <box>667 727 816 730</box>
small-advert-line: (Signed) J. M. OLLIVIER, Agent, Temuka. <box>906 885 980 909</box>
maconochie-list <box>667 946 816 1098</box>
evidence-paragraph: Where was it you first attended? In a lane way off Cooke-street. <box>510 67 656 85</box>
divider <box>510 751 656 754</box>
